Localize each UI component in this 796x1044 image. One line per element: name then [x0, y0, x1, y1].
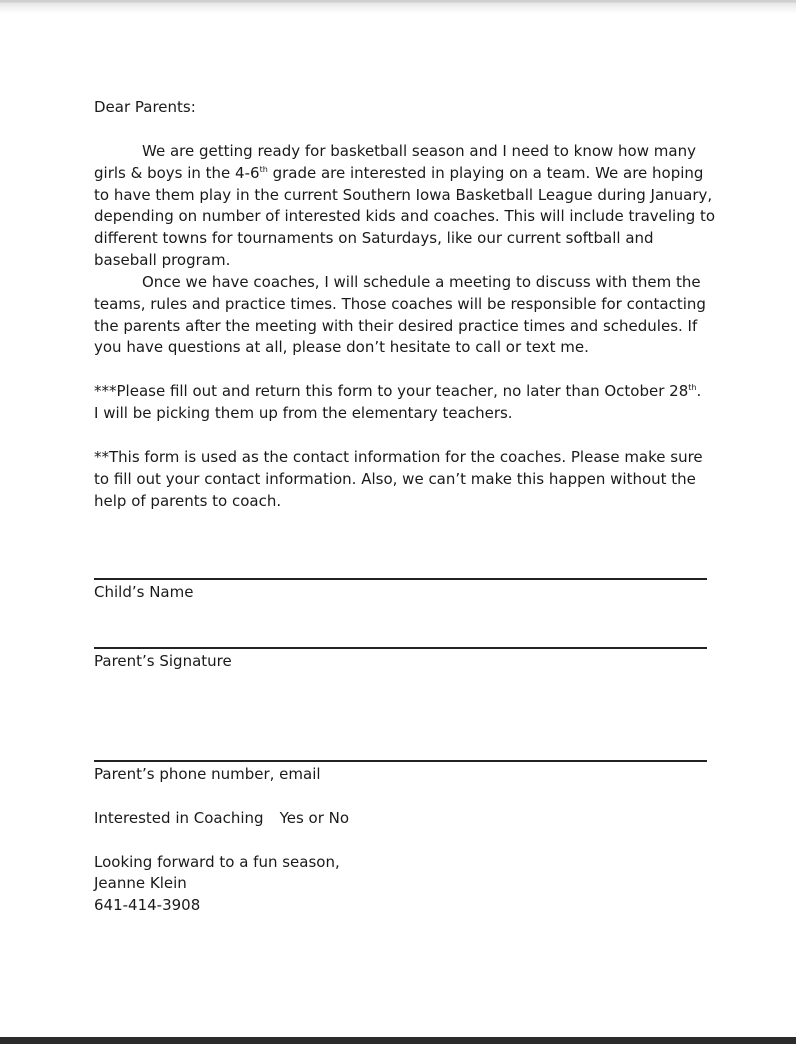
paragraph-line: different towns for tournaments on Saturdays, like our current softball and [94, 229, 654, 248]
parent-contact-line[interactable] [94, 760, 707, 762]
paragraph-line: to have them play in the current Southern Iowa Basketball League during January, [94, 185, 713, 204]
page-bottom-bar [0, 1037, 796, 1044]
closing-line: Looking forward to a fun season, [94, 853, 340, 871]
coaching-options: Yes or No [279, 809, 350, 827]
paragraph-coaches-meeting [94, 272, 706, 359]
ordinal-suffix: th [688, 383, 697, 392]
parent-signature-label: Parent’s Signature [94, 652, 232, 670]
paragraph-line: you have questions at all, please don’t hesitate to call or text me. [94, 338, 589, 357]
paragraph-line: Once we have coaches, I will schedule a meeting to discuss with them the [142, 273, 701, 291]
notice-line: ***Please fill out and return this form to your teacher, no later than October 28 [94, 382, 689, 400]
notice-line: to fill out your contact information. Also, we can’t make this happen without the [94, 469, 696, 488]
ordinal-suffix: th [259, 164, 268, 174]
parent-contact-label: Parent’s phone number, email [94, 765, 321, 783]
child-name-line[interactable] [94, 578, 707, 580]
paragraph-line: We are getting ready for basketball season and I need to know how many [142, 142, 696, 160]
paragraph-line: baseball program. [94, 250, 231, 269]
parent-signature-line[interactable] [94, 647, 707, 649]
paragraph-basketball-season [94, 141, 716, 272]
paragraph-line: the parents after the meeting with their desired practice times and schedules. If [94, 316, 698, 335]
signer-phone: 641-414-3908 [94, 896, 201, 914]
coaching-label: Interested in Coaching [94, 809, 264, 827]
coaching-interest [94, 808, 349, 829]
greeting: Dear Parents: [94, 98, 196, 116]
notice-line: I will be picking them up from the elementary teachers. [94, 403, 513, 422]
return-form-notice [94, 381, 706, 425]
paragraph-line: girls & boys in the 4-6 [94, 163, 260, 182]
paragraph-line: grade are interested in playing on a team. We are hoping [272, 163, 704, 182]
signer-name: Jeanne Klein [94, 874, 187, 892]
paragraph-line: teams, rules and practice times. Those coaches will be responsible for contacting [94, 294, 706, 313]
notice-line-end: . [696, 382, 702, 400]
notice-line: **This form is used as the contact information for the coaches. Please make sure [94, 448, 703, 466]
contact-info-notice [94, 447, 706, 512]
child-name-label: Child’s Name [94, 583, 194, 601]
notice-line: help of parents to coach. [94, 491, 282, 510]
paragraph-line: depending on number of interested kids and coaches. This will include traveling to [94, 207, 716, 226]
